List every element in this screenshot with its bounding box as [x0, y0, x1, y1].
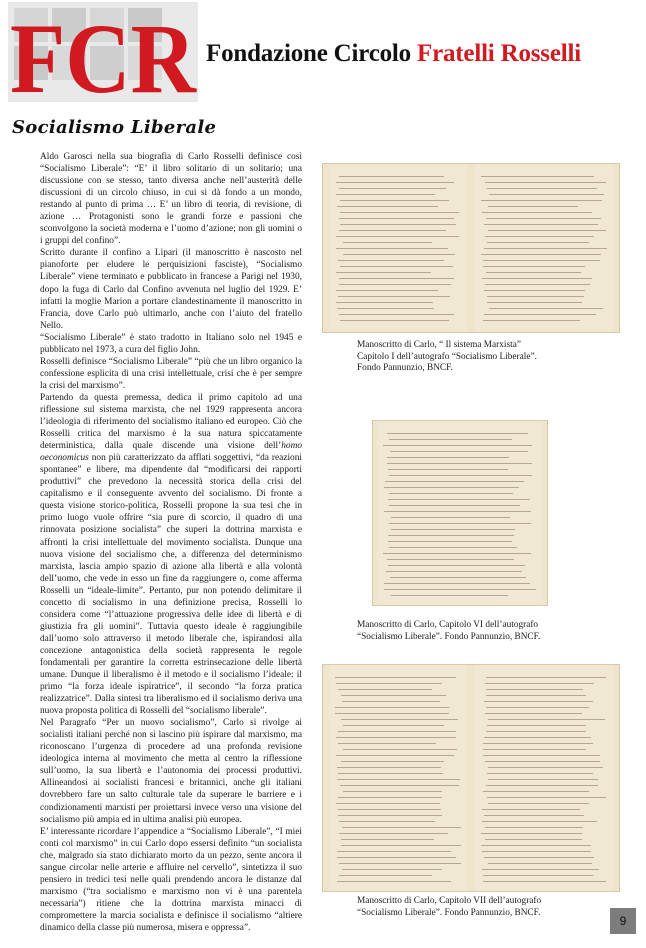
handwriting-stroke: [343, 242, 432, 243]
handwriting-stroke: [483, 875, 593, 876]
handwriting-stroke: [339, 188, 446, 189]
handwriting-stroke: [389, 505, 520, 506]
handwriting-stroke: [482, 851, 590, 852]
handwriting-stroke: [343, 791, 442, 792]
handwriting-stroke: [384, 487, 519, 488]
handwriting-stroke: [391, 529, 515, 530]
handwriting-stroke: [338, 689, 432, 690]
handwriting-stroke: [341, 695, 446, 696]
handwriting-stroke: [484, 701, 593, 702]
handwriting-stroke: [337, 779, 459, 780]
handwriting-stroke: [336, 803, 440, 804]
handwriting-stroke: [485, 683, 594, 684]
handwriting-stroke: [384, 589, 536, 590]
handwriting-stroke: [343, 725, 445, 726]
caption-1-line2: Capitolo I dell’autografo “Socialismo Liberale”.: [357, 351, 537, 362]
handwriting-stroke: [338, 809, 441, 810]
handwriting-stroke: [389, 439, 512, 440]
handwriting-stroke: [488, 803, 589, 804]
handwriting-stroke: [484, 815, 584, 816]
handwriting-stroke: [481, 200, 601, 201]
handwriting-stroke: [339, 821, 436, 822]
caption-1-line1: Manoscritto di Carlo, “ Il sistema Marxista”: [357, 340, 521, 350]
paragraph-5-start: Partendo da questa premessa, dedica il primo capitolo ad una riflessione sul sistema marxista, che nel 1929 rappresenta ancora l’ideologia di riferimento del socialismo italiano ed europeo. Ciò che Rosselli critica del marxismo è la sua natura spiccatamente deterministica, dalla quale discende una visione dell’: [40, 392, 302, 452]
handwriting-stroke: [338, 743, 435, 744]
handwriting-stroke: [481, 176, 594, 177]
caption-1-line3: Fondo Pannunzio, BNCF.: [357, 363, 453, 374]
handwriting-stroke: [338, 797, 442, 798]
handwriting-stroke: [337, 857, 456, 858]
handwriting-stroke: [484, 737, 590, 738]
handwriting-stroke: [481, 254, 601, 255]
handwriting-stroke: [482, 821, 597, 822]
handwriting-stroke: [484, 248, 606, 249]
handwriting-stroke: [339, 218, 454, 219]
paragraph-5: [40, 392, 302, 717]
manuscript-image-1: [322, 163, 620, 333]
handwriting-stroke: [487, 188, 597, 189]
org-name-part2: Fratelli Rosselli: [417, 40, 581, 67]
handwriting-stroke: [343, 749, 457, 750]
handwriting-stroke: [488, 719, 605, 720]
paragraph-1: Aldo Garosci nella sua biografia di Carlo Rosselli definisce così “Socialismo Liberale”: “E’ il libro solitario di un solitario; una discussione con se stesso, tanto diversa anche nell’austerità delle discussioni di un circolo chiuso, in cui si dà fondo a un mondo, restando al punto di prima … E’ un libro di teoria, di revisione, di azione … Protagonisti sono le grandi forze e passioni che sconvolgono la società moderna e l’uomo d’azione; non gli uomini o i gruppi del confino”.: [40, 152, 302, 247]
handwriting-stroke: [488, 767, 604, 768]
handwriting-stroke: [337, 851, 451, 852]
handwriting-stroke: [387, 463, 532, 464]
handwriting-stroke: [486, 689, 583, 690]
org-name-part1: Fondazione Circolo: [206, 40, 411, 67]
handwriting-stroke: [337, 206, 437, 207]
handwriting-stroke: [337, 767, 441, 768]
handwriting-stroke: [484, 224, 598, 225]
handwriting-stroke: [487, 773, 593, 774]
handwriting-stroke: [337, 881, 451, 882]
handwriting-stroke: [487, 725, 586, 726]
handwriting-stroke: [383, 553, 531, 554]
handwriting-stroke: [336, 737, 456, 738]
handwriting-stroke: [487, 296, 584, 297]
caption-2-line1: Manoscritto di Carlo, Capitolo VI dell’autografo: [357, 620, 539, 630]
handwriting-stroke: [488, 206, 578, 207]
handwriting-stroke: [389, 493, 513, 494]
handwriting-stroke: [339, 875, 432, 876]
handwriting-stroke: [386, 571, 522, 572]
handwriting-stroke: [489, 194, 605, 195]
handwriting-stroke: [339, 833, 448, 834]
handwriting-stroke: [482, 809, 580, 810]
handwriting-stroke: [339, 314, 454, 315]
handwriting-stroke: [483, 755, 600, 756]
handwriting-stroke: [336, 248, 448, 249]
paragraph-5-italic: homo oeconomicus: [40, 441, 302, 464]
handwriting-stroke: [383, 445, 532, 446]
handwriting-stroke: [340, 266, 452, 267]
handwriting-stroke: [341, 719, 457, 720]
handwriting-stroke: [338, 731, 456, 732]
handwriting-stroke: [341, 839, 434, 840]
handwriting-stroke: [388, 541, 513, 542]
handwriting-stroke: [336, 236, 459, 237]
handwriting-stroke: [340, 224, 456, 225]
handwriting-stroke: [391, 595, 508, 596]
handwriting-stroke: [486, 731, 586, 732]
handwriting-stroke: [484, 290, 585, 291]
handwriting-stroke: [384, 583, 530, 584]
handwriting-stroke: [340, 320, 449, 321]
handwriting-stroke: [338, 296, 451, 297]
handwriting-stroke: [486, 218, 601, 219]
handwriting-stroke: [341, 761, 444, 762]
handwriting-stroke: [339, 284, 451, 285]
handwriting-stroke: [483, 791, 589, 792]
handwriting-stroke: [486, 695, 586, 696]
handwriting-stroke: [335, 713, 449, 714]
handwriting-stroke: [481, 845, 591, 846]
handwriting-stroke: [388, 535, 513, 536]
handwriting-stroke: [336, 290, 438, 291]
handwriting-stroke: [485, 236, 594, 237]
caption-2: [357, 620, 540, 643]
handwriting-stroke: [488, 230, 606, 231]
handwriting-stroke: [391, 517, 511, 518]
handwriting-stroke: [341, 845, 461, 846]
logo-letters: FCR: [10, 3, 198, 102]
handwriting-stroke: [388, 565, 525, 566]
handwriting-stroke: [489, 308, 603, 309]
handwriting-stroke: [335, 677, 456, 678]
handwriting-stroke: [342, 869, 441, 870]
handwriting-stroke: [336, 272, 431, 273]
handwriting-stroke: [336, 182, 454, 183]
handwriting-stroke: [485, 182, 606, 183]
handwriting-stroke: [387, 559, 514, 560]
handwriting-stroke: [336, 755, 454, 756]
handwriting-stroke: [485, 284, 589, 285]
fcr-logo: [8, 2, 198, 102]
handwriting-stroke: [387, 433, 528, 434]
caption-3-line2: “Socialismo Liberale”. Fondo Pannunzio, BNCF.: [357, 907, 541, 918]
handwriting-stroke: [388, 499, 531, 500]
handwriting-stroke: [390, 451, 528, 452]
org-name: [206, 40, 581, 68]
handwriting-stroke: [388, 469, 509, 470]
handwriting-stroke: [485, 713, 582, 714]
handwriting-stroke: [342, 701, 439, 702]
handwriting-stroke: [340, 212, 458, 213]
handwriting-stroke: [389, 523, 531, 524]
handwriting-stroke: [483, 881, 606, 882]
handwriting-stroke: [338, 815, 442, 816]
handwriting-stroke: [483, 320, 581, 321]
handwriting-stroke: [385, 481, 525, 482]
handwriting-stroke: [483, 260, 601, 261]
handwriting-stroke: [487, 797, 606, 798]
handwriting-stroke: [337, 308, 435, 309]
paragraph-2: Scritto durante il confino a Lipari (il manoscritto è nascosto nel pianoforte per eludere le perquisizioni fasciste), “Socialismo Liberale” viene terminato e pubblicato in francese a Parigi nel 1930, dopo la fuga di Carlo dal Confino avvenuta nel luglio del 1929. E’ infatti la moglie Marion a portare clandestinamente il manoscritto in Francia, dove Carlo può ultimarlo, anche con l’aiuto del fratello Nello.: [40, 248, 302, 331]
handwriting-stroke: [339, 278, 454, 279]
paragraph-4: Rosselli definisce “Socialismo Liberale” “più che un libro organico la confessione esplicita di una crisi intellettuale, crisi che è per sempre la crisi del marxismo”.: [40, 356, 302, 391]
handwriting-stroke: [482, 212, 592, 213]
handwriting-stroke: [483, 743, 593, 744]
caption-3-line1: Manoscritto di Carlo, Capitolo VII dell’autografo: [357, 896, 542, 906]
handwriting-stroke: [387, 457, 509, 458]
handwriting-stroke: [484, 857, 594, 858]
handwriting-stroke: [486, 707, 589, 708]
handwriting-stroke: [384, 511, 531, 512]
handwriting-stroke: [483, 749, 586, 750]
handwriting-stroke: [343, 254, 456, 255]
paragraph-5-end: non più caratterizzato da afflati soggettivi, “da reazioni spontanee” e libere, ma dipendente dal “modificarsi dei rapporti produttivi” che prevedono la necessità storica della crisi del capitalismo e il conseguente avvento del socialismo. Di fronte a questa visione storico-politica, Rosselli propone la sua tesi che in primo luogo vuole offrire “sia pure di scorcio, il quadro di una rinnovata posizione socialista” che superi la dottrina marxista e affronti la crisi intellettuale del movimento socialista. Dunque una nuova visione del socialismo che, a differenza del determinismo marxista, lascia ampio spazio di azione alla libertà e alla volontà dell’uomo, che vede in esso un fine da raggiungere o, come afferma Rosselli un “ideale-limite”. Pertanto, pur non potendo delimitare il concetto di socialismo in una definizione precisa, Rosselli lo considera come “l’attuazione progressiva delle idee di libertà e di giustizia fra gli uomini”. Tuttavia questo ideale è raggiungibile dall’uomo solo attraverso il metodo liberale che, ispirandosi alla concezione antagonistica della società rappresenta le regole fondamentali per garantire la corretta estrinsecazione delle libertà umane. Dunque il liberalismo è il metodo e il socialismo l’ideale: il primo “la forza ideale ispiratrice”, il secondo “la forza pratica realizzatrice”. Dalla sintesi tra liberalismo ed il socialismo deriva una nuova proposta politica di Rosselli del “socialismo liberale”.: [40, 453, 302, 717]
handwriting-stroke: [336, 683, 442, 684]
handwriting-stroke: [338, 773, 443, 774]
handwriting-stroke: [342, 827, 461, 828]
article-body: [40, 151, 302, 934]
caption-3: [357, 896, 541, 919]
handwriting-stroke: [484, 314, 595, 315]
paragraph-3: “Socialismo Liberale” è stato tradotto in Italiano solo nel 1945 e pubblicato nel 1973, a cura del figlio John.: [40, 332, 302, 355]
manuscript-image-2: [372, 420, 548, 606]
handwriting-stroke: [335, 707, 449, 708]
handwriting-stroke: [485, 761, 600, 762]
handwriting-stroke: [336, 302, 434, 303]
caption-2-line2: “Socialismo Liberale”. Fondo Pannunzio, BNCF.: [357, 631, 541, 642]
handwriting-stroke: [487, 302, 581, 303]
section-title: Socialismo Liberale: [12, 117, 217, 138]
handwriting-stroke: [340, 785, 459, 786]
handwriting-stroke: [339, 176, 444, 177]
handwriting-stroke: [481, 833, 582, 834]
paragraph-6: Nel Paragrafo “Per un nuovo socialismo”, Carlo si rivolge ai socialisti italiani perché non si lascino più ispirare dal marxismo, ma riconoscano l’urgenza di procedere ad una profonda revisione ideologica interna al movimento che metta al centro la riflessione sull’uomo, la sua libertà e l’autonomia dei processi produttivi. Allineandosi ai socialisti francesi e britannici, anche gli italiani dovrebbero fare un salto culturale tale da superare le barriere e i condizionamenti marxisti per proiettarsi invece verso una visione del socialismo più ampia ed in ultima analisi più europea.: [40, 718, 302, 825]
handwriting-stroke: [485, 839, 582, 840]
handwriting-stroke: [482, 278, 592, 279]
manuscript-image-3: [322, 664, 620, 892]
handwriting-stroke: [483, 266, 585, 267]
handwriting-stroke: [487, 242, 589, 243]
handwriting-stroke: [486, 677, 607, 678]
handwriting-stroke: [340, 200, 449, 201]
page-number: 9: [610, 908, 636, 934]
handwriting-stroke: [485, 827, 583, 828]
handwriting-stroke: [389, 547, 517, 548]
handwriting-stroke: [390, 577, 526, 578]
handwriting-stroke: [339, 863, 461, 864]
paragraph-7: E’ interessante ricordare l’appendice a “Socialismo Liberale”, “I miei conti col marxismo” in cui Carlo dopo essersi definito “un socialista che, malgrado sia stato dichiarato morto da un pezzo, sente ancora il sangue circolar nelle arterie e affluire nel cervello”, sintetizza il suo pensiero in tredici tesi nelle quali prendendo ancora le distanze dal marxismo (“tra socialismo e marxismo non vi è una parentela necessaria”) ritiene che la dottrina marxista minacci di compromettere la marcia socialista e definisce il socialismo “altiere dinamico della classe più numerosa, misera e oppressa”.: [40, 826, 302, 933]
handwriting-stroke: [488, 863, 592, 864]
handwriting-stroke: [486, 272, 582, 273]
handwriting-stroke: [488, 779, 597, 780]
handwriting-stroke: [339, 230, 446, 231]
handwriting-stroke: [486, 785, 598, 786]
handwriting-stroke: [389, 475, 533, 476]
handwriting-stroke: [336, 194, 435, 195]
caption-1: [357, 340, 537, 375]
handwriting-stroke: [338, 260, 444, 261]
handwriting-stroke: [482, 869, 600, 870]
